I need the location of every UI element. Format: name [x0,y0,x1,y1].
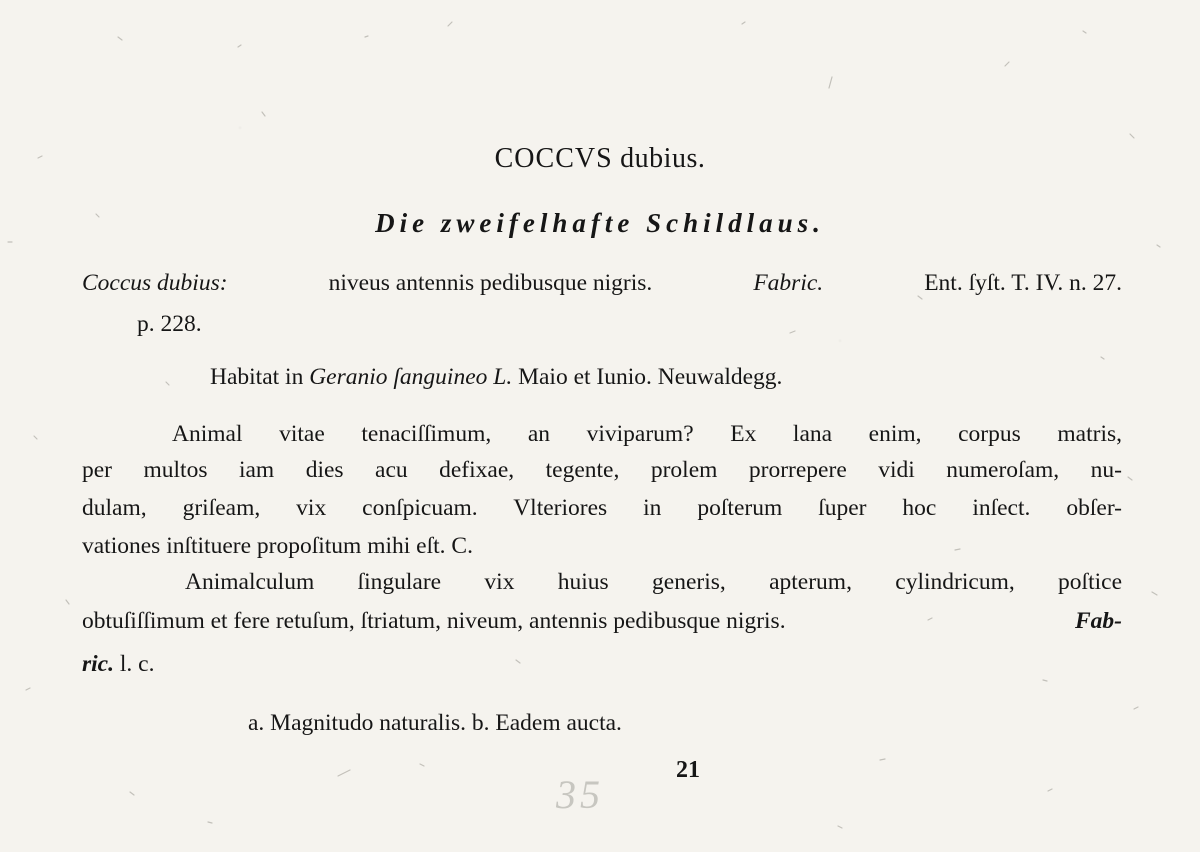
paragraph-1-line-4: vationes inſtituere propoſitum mihi eſt. C. [82,533,473,559]
paragraph-2-line-3 [82,649,154,679]
paragraph-2-reference: l. c. [119,651,155,677]
habitat-line [210,362,782,392]
paragraph-1-line-1: Animal vitae tenaciſſimum, an viviparum? Ex lana enim, corpus matris, [172,421,1122,447]
german-common-name: Die zweifelhafte Schildlaus. [375,208,825,238]
habitat-plant: Geranio ſanguineo L. [309,364,513,390]
species-epithet: dubius. [620,143,706,174]
habitat-prefix: Habitat in [210,364,304,390]
synonym-name: Coccus dubius: [82,270,228,296]
plate-legend: a. Magnitudo naturalis. b. Eadem aucta. [248,710,622,736]
paragraph-2-author-end: ric. [82,651,114,677]
synonymy-line [82,268,1122,298]
synonym-page: p. 228. [137,311,202,337]
paragraph-1-line-3: dulam, griſeam, vix conſpicuam. Vlteriores in poſterum ſuper hoc inſect. obſer- [82,495,1122,521]
paragraph-2-line-1: Animalculum ſingulare vix huius generis, apterum, cylindricum, poſtice [185,569,1122,595]
synonym-source: Ent. ſyſt. T. IV. n. 27. [924,270,1122,296]
pencil-annotation: 35 [556,772,604,817]
paragraph-2-author-start: Fab- [1075,608,1122,634]
species-title [0,141,1200,177]
page-number: 21 [676,757,700,783]
genus-name: COCCVS [494,143,613,174]
paragraph-2-line-2-text: obtuſiſſimum et fere retuſum, ſtriatum, niveum, antennis pedibusque nigris. [82,608,786,634]
paragraph-1-line-2: per multos iam dies acu defixae, tegente, prolem prorrepere vidi numeroſam, nu- [82,457,1122,483]
synonym-diagnosis: niveus antennis pedibusque nigris. [328,270,653,296]
paragraph-2-line-2 [82,606,1122,636]
habitat-rest: Maio et Iunio. Neuwaldegg. [518,364,783,390]
synonym-author: Fabric. [753,270,824,296]
